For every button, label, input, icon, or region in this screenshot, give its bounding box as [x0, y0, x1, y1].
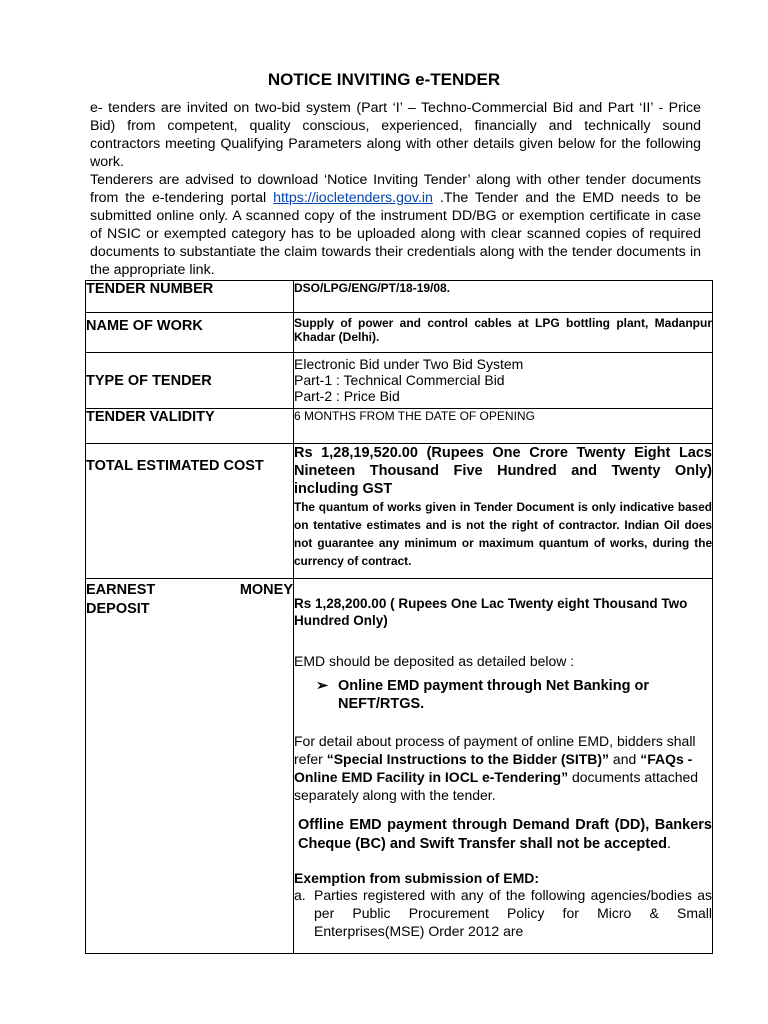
emd-offline-note-text: Offline EMD payment through Demand Draft (DD), Bankers Cheque (BC) and Swift Transfer shall not be accepted [298, 817, 712, 852]
emd-exemption-item-a-marker: a. [294, 887, 306, 903]
type-of-tender-value [294, 353, 713, 409]
type-of-tender-label: TYPE OF TENDER [86, 353, 294, 409]
table-row [86, 353, 713, 409]
emd-label-word-3: DEPOSIT [86, 601, 150, 617]
emd-offline-note-period: . [667, 836, 672, 852]
emd-label [86, 579, 294, 954]
emd-amount: Rs 1,28,200.00 ( Rupees One Lac Twenty eight Thousand Two Hundred Only) [294, 596, 688, 628]
table-row [86, 579, 713, 954]
intro-paragraph-2 [90, 171, 701, 279]
table-row [86, 409, 713, 444]
table-row [86, 444, 713, 579]
emd-online-option-text: Online EMD payment through Net Banking or NEFT/RTGS. [338, 678, 649, 712]
tender-number-value: DSO/LPG/ENG/PT/18-19/08. [294, 281, 713, 313]
tender-number-label: TENDER NUMBER [86, 281, 294, 313]
estimated-cost-note: The quantum of works given in Tender Document is only indicative based on tentative estimates and is not the right of contractor. Indian Oil does not guarantee any minimum or maximum quantum of works, during the currency of contract. [294, 500, 712, 568]
emd-exemption-item-a-text: Parties registered with any of the following agencies/bodies as per Public Procurement Policy for Micro & Small Enterprises(MSE) Order 2012 are [314, 887, 712, 939]
emd-label-line [86, 582, 293, 598]
estimated-cost-value [294, 444, 713, 579]
name-of-work-value: Supply of power and control cables at LPG bottling plant, Madanpur Khadar (Delhi). [294, 313, 713, 353]
emd-detail-doc-1: “Special Instructions to the Bidder (SITB)” [326, 751, 610, 767]
emd-deposit-intro: EMD should be deposited as detailed below : [294, 653, 575, 669]
emd-detail-start: For detail about process of payment of online EMD, bidders shall refer [294, 733, 696, 767]
emd-value [294, 579, 713, 954]
intro-paragraph-2-end: .The Tender and the EMD needs to be submitted online only. A scanned copy of the instrument DD/BG or exemption certificate in case of NSIC or exempted category has to be uploaded along with clear scanned copies of required documents to substantiate the claim towards their credentials along with the tender documents in the appropriate link. [90, 190, 701, 278]
emd-exemption-heading: Exemption from submission of EMD: [294, 870, 540, 886]
emd-detail-and: and [609, 751, 641, 767]
portal-link[interactable]: https://iocletenders.gov.in [273, 190, 433, 206]
emd-detail-doc-2: “FAQs - Online EMD Facility in IOCL e-Tendering” [294, 751, 693, 785]
type-of-tender-line-2: Part-1 : Technical Commercial Bid [294, 372, 505, 388]
emd-offline-note [294, 816, 712, 854]
emd-label-word-1: EARNEST [86, 582, 156, 598]
bullet-arrow-icon: ➢ [316, 678, 329, 694]
emd-detail-end: documents attached separately along with the tender. [294, 769, 699, 803]
emd-exemption-item-a [294, 886, 712, 940]
name-of-work-label: NAME OF WORK [86, 313, 294, 353]
tender-validity-label: TENDER VALIDITY [86, 409, 294, 444]
document-title: NOTICE INVITING e-TENDER [267, 70, 501, 89]
tender-validity-value: 6 MONTHS FROM THE DATE OF OPENING [294, 409, 713, 444]
intro-paragraph-1: e- tenders are invited on two-bid system (Part ‘I’ – Techno-Commercial Bid and Part ‘II’ - Price Bid) from competent, quality conscious, experienced, financially and technically sound contractors meeting Qualifying Parameters along with other details given below for the following work. [90, 100, 701, 170]
emd-label-word-2: MONEY [239, 582, 293, 598]
emd-online-option [316, 677, 712, 713]
table-row [86, 281, 713, 313]
intro-paragraph-2-start: Tenderers are advised to download ‘Notice Inviting Tender’ along with other tender documents from the e-tendering portal [90, 172, 701, 206]
emd-detail-paragraph [294, 732, 712, 804]
table-row [86, 313, 713, 353]
tender-details-table [85, 280, 713, 954]
estimated-cost-amount: Rs 1,28,19,520.00 (Rupees One Crore Twenty Eight Lacs Nineteen Thousand Five Hundred and Twenty Only) including GST [294, 445, 712, 497]
type-of-tender-line-1: Electronic Bid under Two Bid System [294, 356, 524, 372]
intro-section [90, 99, 701, 279]
type-of-tender-line-3: Part-2 : Price Bid [294, 388, 400, 404]
estimated-cost-label: TOTAL ESTIMATED COST [86, 444, 294, 579]
